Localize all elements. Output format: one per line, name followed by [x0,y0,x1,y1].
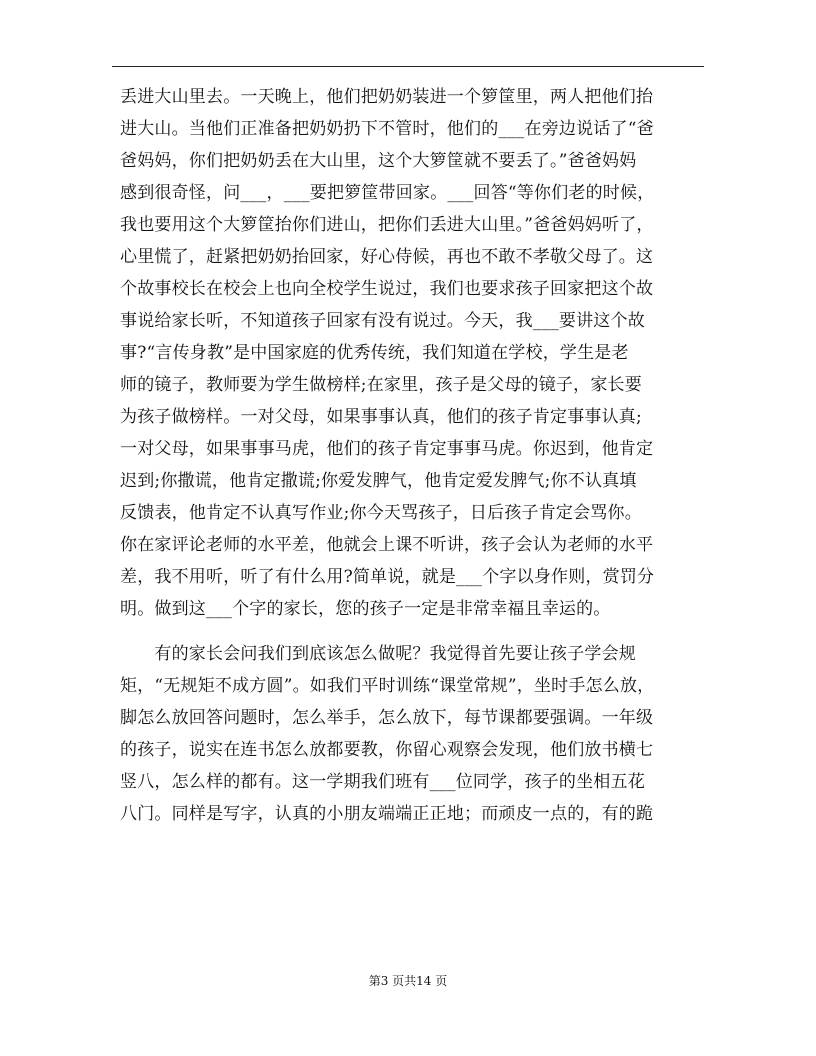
text-line: 你在家评论老师的水平差，他就会上课不听讲，孩子会认为老师的水平 [120,535,654,555]
text-line: 进大山。当他们正准备把奶奶扔下不管时，他们的___在旁边说话了“爸 [120,119,654,139]
body-text [120,81,698,830]
text-line: 有的家长会问我们到底该怎么做呢？我觉得首先要让孩子学会规 [120,644,636,664]
text-line: 竖八，怎么样的都有。这一学期我们班有___位同学，孩子的坐相五花 [120,772,645,792]
text-line: 迟到;你撒谎，他肯定撒谎;你爱发脾气，他肯定爱发脾气;你不认真填 [120,471,637,491]
text-line: 为孩子做榜样。一对父母，如果事事认真，他们的孩子肯定事事认真; [120,407,642,427]
text-line: 爸妈妈，你们把奶奶丢在大山里，这个大箩筐就不要丢了。”爸爸妈妈 [120,151,637,171]
text-line: 一对父母，如果事事马虎，他们的孩子肯定事事马虎。你迟到，他肯定 [120,439,654,459]
text-line: 脚怎么放回答问题时，怎么举手，怎么放下，每节课都要强调。一年级 [120,708,654,728]
text-line: 事?“言传身教”是中国家庭的优秀传统，我们知道在学校，学生是老 [120,343,629,363]
text-line: 明。做到这___个字的家长，您的孩子一定是非常幸福且幸运的。 [120,599,611,619]
paragraph-1 [120,81,698,625]
text-line: 的孩子，说实在连书怎么放都要教，你留心观察会发现，他们放书横七 [120,740,654,760]
text-line: 差，我不用听，听了有什么用?简单说，就是___个字以身作则，赏罚分 [120,567,655,587]
text-line: 我也要用这个大箩筐抬你们进山，把你们丢进大山里。”爸爸妈妈听了， [120,215,654,235]
text-line: 八门。同样是写字，认真的小朋友端端正正地；而顽皮一点的，有的跪 [120,804,654,824]
text-line: 个故事校长在校会上也向全校学生说过，我们也要求孩子回家把这个故 [120,279,654,299]
header-rule [112,66,704,67]
paragraph-2 [120,638,698,830]
text-line: 感到很奇怪，问___，___要把箩筐带回家。___回答“等你们老的时候， [120,183,655,203]
text-line: 反馈表，他肯定不认真写作业;你今天骂孩子，日后孩子肯定会骂你。 [120,503,642,523]
paragraph-spacer [120,625,698,638]
page-footer: 第3 页共14 页 [368,974,448,988]
text-line: 师的镜子，教师要为学生做榜样;在家里，孩子是父母的镜子，家长要 [120,375,642,395]
text-line: 心里慌了，赶紧把奶奶抬回家，好心侍候，再也不敢不孝敬父母了。这 [120,247,654,267]
text-line: 矩，“无规矩不成方圆”。如我们平时训练“课堂常规”，坐时手怎么放， [120,676,655,696]
text-line: 事说给家长听，不知道孩子回家有没有说过。今天，我___要讲这个故 [120,311,645,331]
text-line: 丢进大山里去。一天晚上，他们把奶奶装进一个箩筐里，两人把他们抬 [120,87,654,107]
